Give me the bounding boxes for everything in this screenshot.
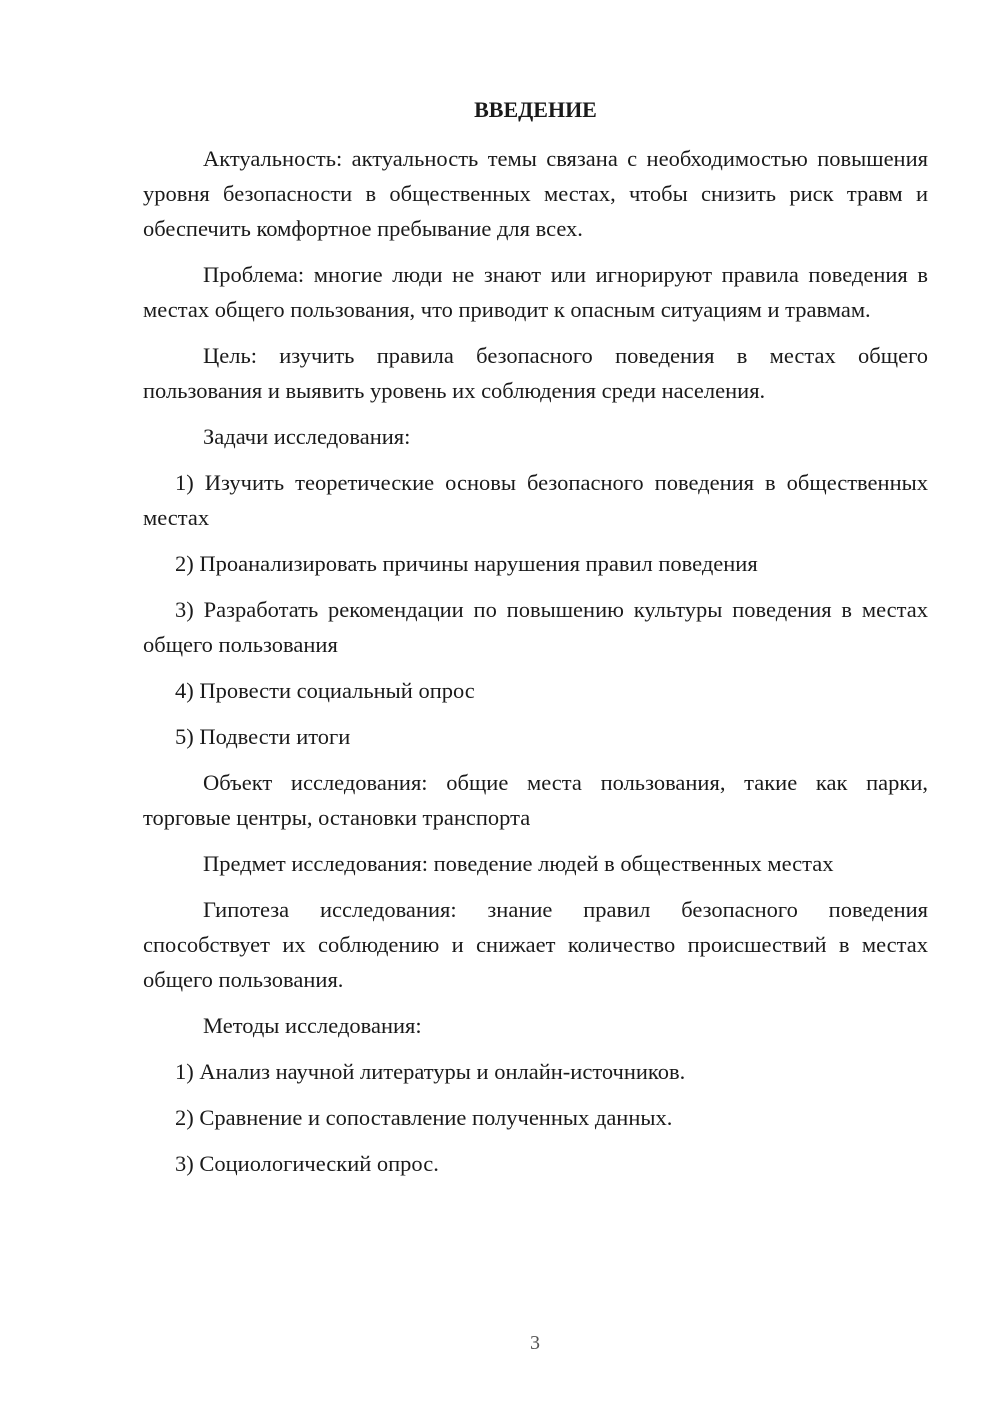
page-number: 3 bbox=[530, 1332, 540, 1354]
problem-paragraph: Проблема: многие люди не знают или игнорируют правила поведения в местах общего пользования, что приводит к опасным ситуациям и травмам. bbox=[143, 262, 928, 322]
hypothesis-paragraph: Гипотеза исследования: знание правил безопасного поведения способствует их соблюдению и снижает количество происшествий в местах общего пользования. bbox=[143, 897, 928, 992]
task-item: 2) Проанализировать причины нарушения правил поведения bbox=[175, 551, 758, 576]
relevance-paragraph: Актуальность: актуальность темы связана с необходимостью повышения уровня безопасности в общественных местах, чтобы снизить риск травм и обеспечить комфортное пребывание для всех. bbox=[143, 146, 928, 241]
object-paragraph: Объект исследования: общие места пользования, такие как парки, торговые центры, остановки транспорта bbox=[143, 770, 928, 830]
page-title: ВВЕДЕНИЕ bbox=[474, 97, 597, 122]
tasks-heading: Задачи исследования: bbox=[203, 424, 411, 449]
task-item: 4) Провести социальный опрос bbox=[175, 678, 475, 703]
method-item: 2) Сравнение и сопоставление полученных данных. bbox=[175, 1105, 673, 1130]
task-item: 3) Разработать рекомендации по повышению культуры поведения в местах общего пользования bbox=[143, 597, 928, 657]
task-item: 5) Подвести итоги bbox=[175, 724, 351, 749]
method-item: 1) Анализ научной литературы и онлайн-источников. bbox=[175, 1059, 686, 1084]
subject-paragraph: Предмет исследования: поведение людей в общественных местах bbox=[203, 851, 834, 876]
document-page bbox=[143, 92, 928, 1192]
goal-paragraph: Цель: изучить правила безопасного поведения в местах общего пользования и выявить уровень их соблюдения среди населения. bbox=[143, 343, 928, 403]
task-item: 1) Изучить теоретические основы безопасного поведения в общественных местах bbox=[143, 470, 928, 530]
methods-heading: Методы исследования: bbox=[203, 1013, 422, 1038]
method-item: 3) Социологический опрос. bbox=[175, 1151, 439, 1176]
